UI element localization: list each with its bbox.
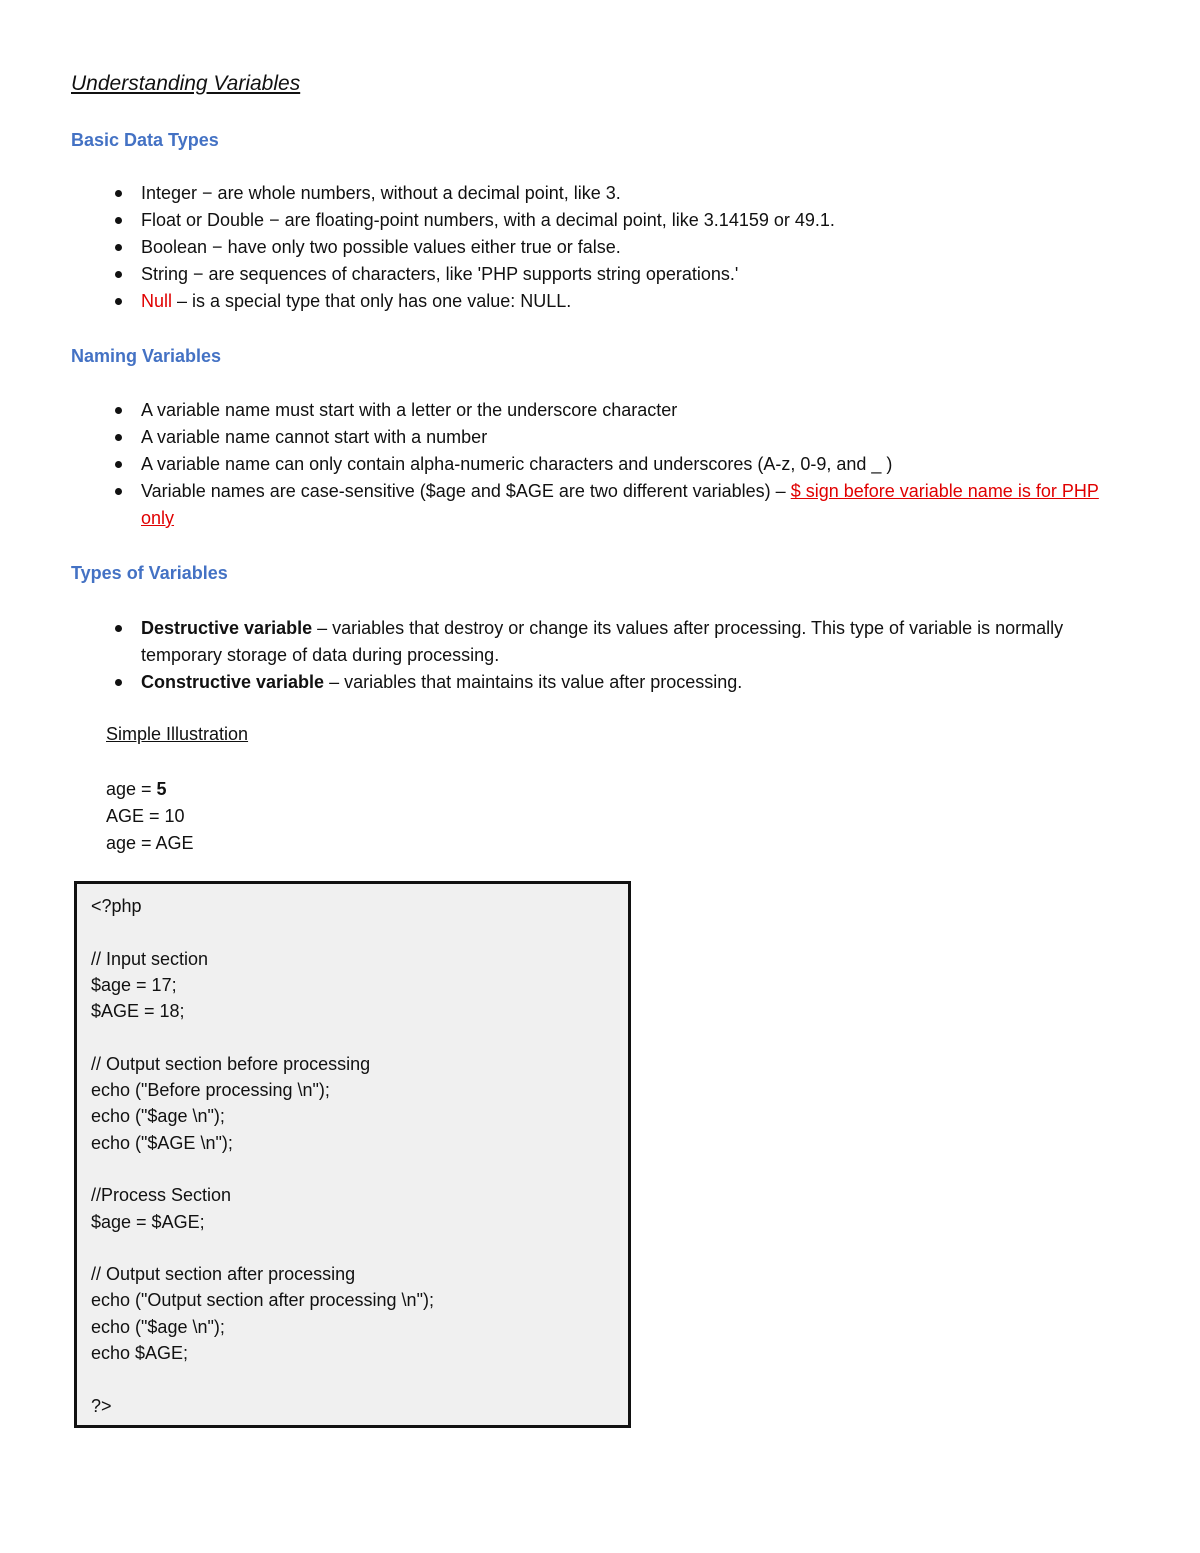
list-item: Integer − are whole numbers, without a decimal point, like 3.: [71, 180, 1131, 207]
code-blank-line: [91, 919, 434, 945]
php-dollar-note: $ sign before variable name is for PHP only: [141, 481, 1099, 528]
document-title: Understanding Variables: [71, 72, 301, 95]
constructive-term: Constructive variable: [141, 672, 325, 692]
list-item: A variable name can only contain alpha-numeric characters and underscores (A-z, 0-9, and _ ): [71, 451, 1131, 478]
null-label: Null: [141, 291, 173, 311]
code-line: echo ("$age \n");: [91, 1106, 225, 1127]
simple-illustration-heading: Simple Illustration: [106, 724, 249, 744]
code-line: echo ("$age \n");: [91, 1316, 225, 1337]
null-description: – is a special type that only has one value: NULL.: [172, 291, 572, 311]
basic-data-types-list: [71, 180, 1131, 315]
list-item: Float or Double − are floating-point numbers, with a decimal point, like 3.14159 or 49.1.: [71, 207, 1131, 234]
code-line: echo ("Output section after processing \n");: [91, 1290, 434, 1311]
illustration-line-value: 5: [156, 779, 167, 799]
list-item-destructive: [71, 615, 1131, 669]
code-blank-line: [91, 1366, 434, 1392]
basic-data-types-heading: Basic Data Types: [71, 130, 219, 150]
naming-variables-list: [71, 397, 1131, 532]
code-line: <?php: [91, 896, 142, 916]
types-of-variables-list: [71, 615, 1131, 696]
list-item-case-sensitive: [71, 478, 1131, 532]
code-line: $AGE = 18;: [91, 1001, 185, 1022]
naming-variables-heading: Naming Variables: [71, 346, 222, 366]
code-line: echo ("$AGE \n");: [91, 1132, 233, 1153]
list-item-constructive: [71, 669, 1131, 696]
types-of-variables-heading: Types of Variables: [71, 563, 228, 583]
list-item: A variable name cannot start with a number: [71, 424, 1131, 451]
destructive-term: Destructive variable: [141, 618, 313, 638]
list-item-null: [71, 288, 1131, 315]
code-blank-line: [91, 1156, 434, 1182]
code-blank-line: [91, 1024, 434, 1050]
code-line: echo ("Before processing \n");: [91, 1080, 330, 1101]
code-line: //Process Section: [91, 1185, 232, 1206]
case-sensitive-text: Variable names are case-sensitive ($age and $AGE are two different variables) –: [141, 481, 791, 501]
php-code-box: [74, 881, 631, 1428]
code-line: $age = $AGE;: [91, 1211, 205, 1232]
constructive-description: – variables that maintains its value after processing.: [324, 672, 743, 692]
code-blank-line: [91, 1235, 434, 1261]
code-line: // Input section: [91, 948, 209, 969]
code-line: // Output section after processing: [91, 1264, 356, 1285]
illustration-line: AGE = 10: [106, 806, 185, 826]
illustration-line: age = AGE: [106, 833, 194, 853]
illustration-line-prefix: age =: [106, 779, 157, 799]
list-item: A variable name must start with a letter or the underscore character: [71, 397, 1131, 424]
php-code-block: [91, 893, 434, 1419]
illustration-block: [106, 776, 194, 857]
illustration-line: [106, 776, 194, 803]
code-line: echo $AGE;: [91, 1343, 189, 1364]
code-line: ?>: [91, 1395, 112, 1416]
destructive-description: – variables that destroy or change its values after processing. This type of variable is normally temporary storage of data during processing.: [141, 618, 1064, 665]
list-item: String − are sequences of characters, like 'PHP supports string operations.': [71, 261, 1131, 288]
code-line: $age = 17;: [91, 974, 177, 995]
code-line: // Output section before processing: [91, 1053, 371, 1074]
list-item: Boolean − have only two possible values either true or false.: [71, 234, 1131, 261]
